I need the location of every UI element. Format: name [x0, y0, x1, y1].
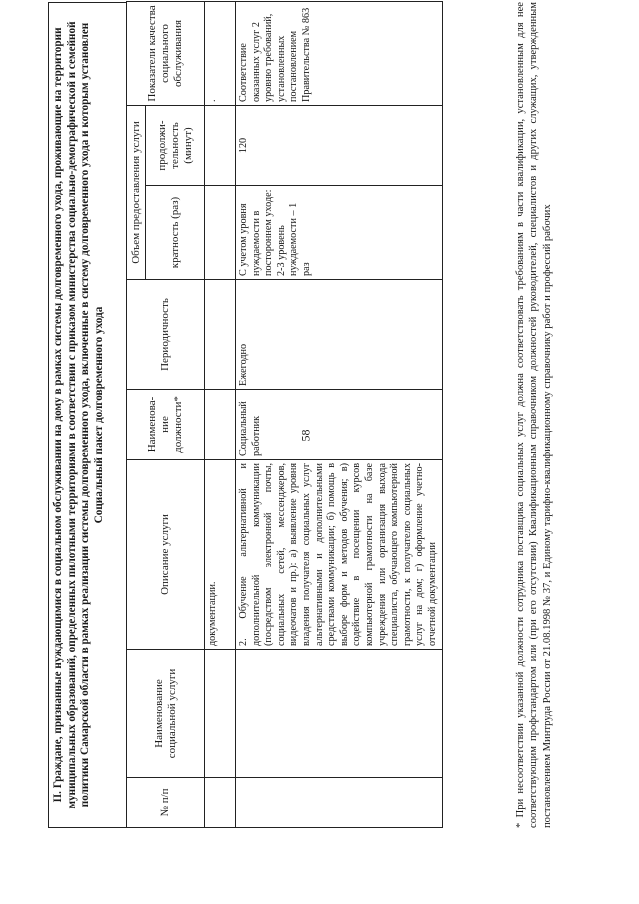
section-title: II. Граждане, признанные нуждающимися в социальном обслуживании на дому в рамках системы долговременного ухода, проживающие на территории муниципальных образований, определенных пилотными территориями в соответствии с приказом министерства социально-демографической и семейной политики Самарской области в рамках реализации системы долговременного ухода, включенные в систему долговременного ухода и которым установлен Социальный пакет долговременного ухода	[48, 2, 126, 828]
header-quality: Показатели качества социального обслуживания	[127, 2, 205, 106]
cell-multiplicity	[205, 186, 236, 280]
header-volume: Объем предоставления услуги	[127, 106, 146, 280]
header-duration: продолжи-тельность (минут)	[146, 106, 205, 186]
cell-duration	[205, 106, 236, 186]
header-service-name: Наименование социальной услуги	[127, 650, 205, 778]
cell-periodicity: Ежегодно	[236, 280, 443, 390]
header-periodicity: Периодичность	[127, 280, 205, 390]
cell-position: Социальный работник	[236, 390, 443, 460]
cell-num	[205, 778, 236, 828]
cell-quality: Соответствие оказанных услуг 2 уровню требований, установленных постановлением Правительства № 863	[236, 2, 443, 106]
cell-description: 2. Обучение альтернативной и дополнительной коммуникации (посредством электронной почты, социальных сетей, мессенджеров, видеочатов и пр.): а) выявление уровня владения получателя социальных услуг альтернативными и дополнительными средствами коммуникации; б) помощь в выборе форм и методов обучения; в) содействие в посещении курсов компьютерной грамотности на базе учреждения или организация выхода специалиста, обучающего компьютерной грамотности, к получателю социальных услуг на дом; г) оформление учетно-отчетной документации	[236, 460, 443, 650]
cell-duration: 120	[236, 106, 443, 186]
rotated-page	[48, 0, 639, 856]
header-position: Наименова-ние должности*	[127, 390, 205, 460]
header-num: № п/п	[127, 778, 205, 828]
header-row-1	[127, 2, 146, 828]
cell-periodicity	[205, 280, 236, 390]
services-table	[126, 1, 443, 828]
header-multiplicity: кратность (раз)	[146, 186, 205, 280]
page-number: 58	[298, 429, 313, 442]
cell-service-name	[205, 650, 236, 778]
table-row-continued	[205, 2, 236, 828]
footnote: * При несоответствии указанной должности сотрудника поставщика социальных услуг должна соответствовать требованиям в части квалификации, установленным для нее соответствующим профстандартом или (при его отсутствии) Квалификационным справочником должностей руководителей, специалистов и других служащих, утвержденным постановлением Минтруда России от 21.08.1998 № 37, и Единому тарифно-квалификационному справочнику работ и профессий рабочих	[515, 2, 553, 828]
cell-position	[205, 390, 236, 460]
cell-multiplicity: С учетом уровня нуждаемости в постороннем уходе: 2-3 уровень нуждаемости – 1 раз	[236, 186, 443, 280]
cell-service-name	[236, 650, 443, 778]
cell-quality: .	[205, 2, 236, 106]
header-description: Описание услуги	[127, 460, 205, 650]
table-row	[236, 2, 443, 828]
cell-description: документации.	[205, 460, 236, 650]
cell-num	[236, 778, 443, 828]
